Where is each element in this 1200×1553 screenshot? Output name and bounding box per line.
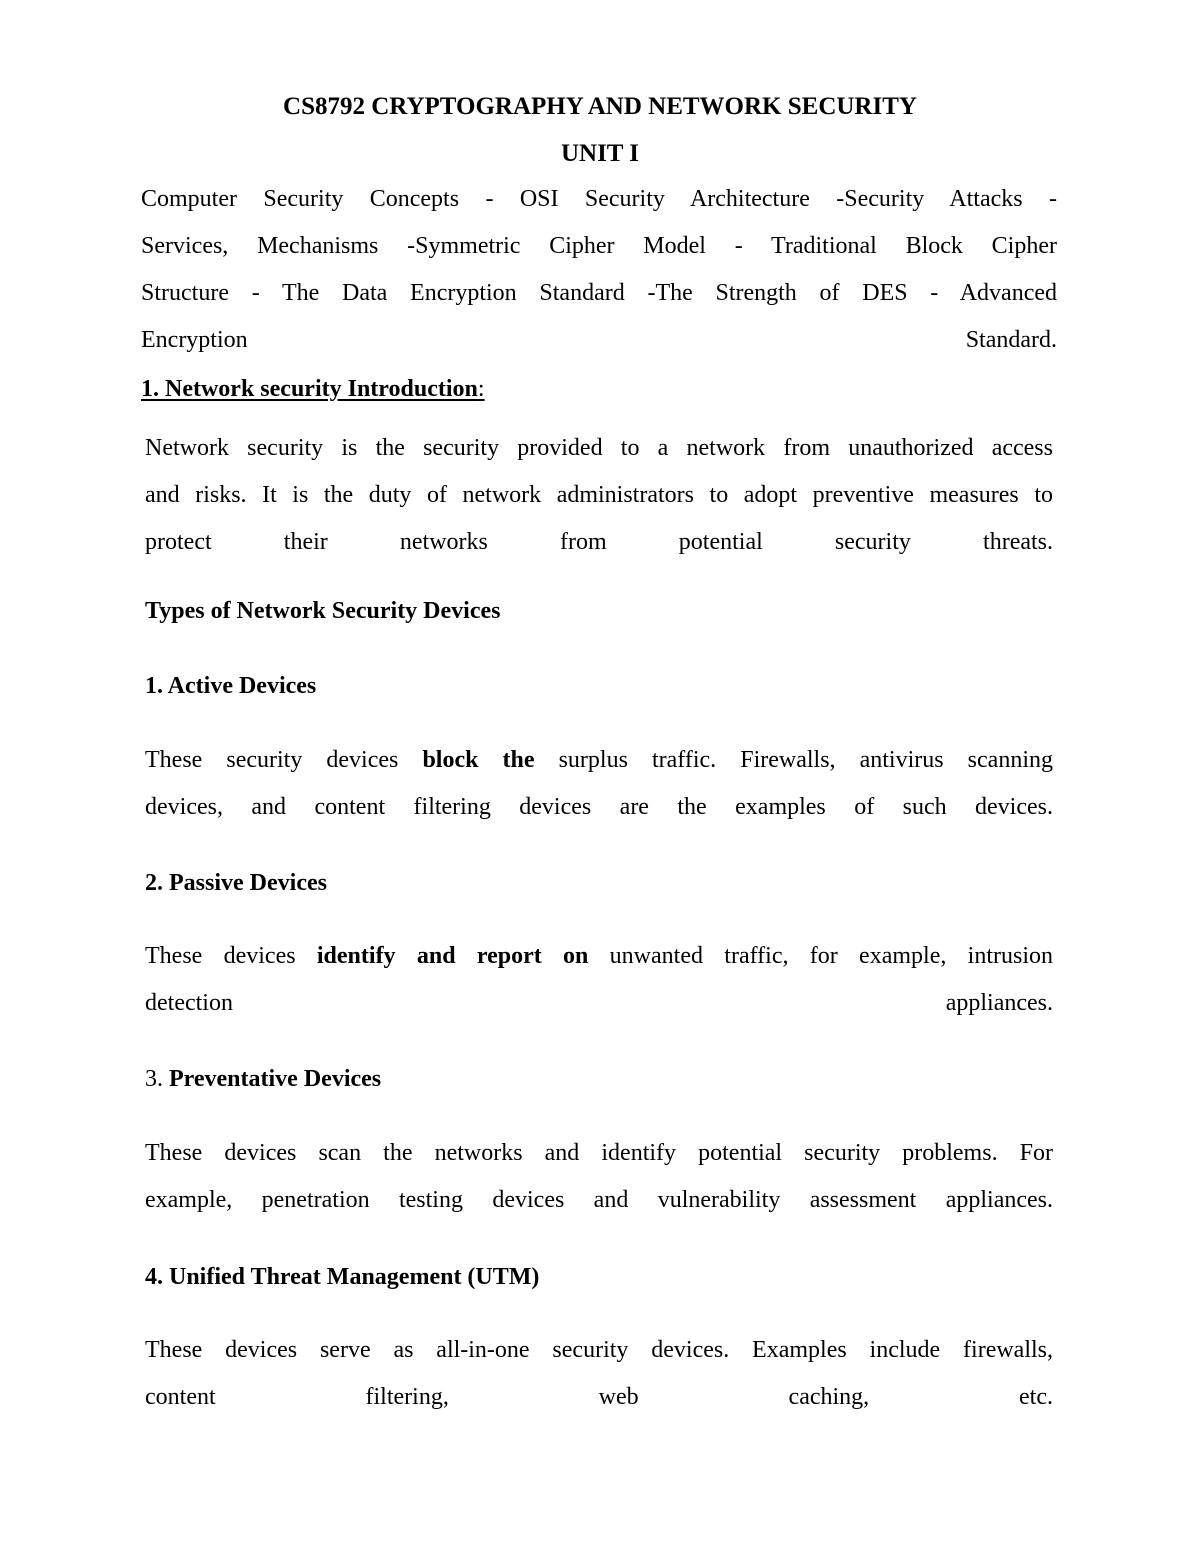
preventative-line: These devices scan the networks and identify potential security problems. For (145, 1140, 1053, 1166)
utm-paragraph (145, 1327, 1053, 1421)
passive-text-a: These devices (145, 943, 317, 969)
intro-line: Network security is the security provided to a network from unauthorized access (145, 435, 1053, 461)
types-heading: Types of Network Security Devices (145, 598, 501, 624)
intro-heading-text: 1. Network security Introduction (141, 376, 478, 402)
document-title: CS8792 CRYPTOGRAPHY AND NETWORK SECURITY (283, 93, 917, 120)
preventative-line: example, penetration testing devices and vulnerability assessment appliances. (145, 1187, 1053, 1213)
passive-line: detection appliances. (145, 990, 1053, 1016)
intro-line: and risks. It is the duty of network administrators to adopt preventive measures to (145, 482, 1053, 508)
passive-text-c: unwanted traffic, for example, intrusion (588, 943, 1053, 969)
active-text-bold: block the (422, 747, 535, 773)
intro-heading (141, 374, 485, 404)
intro-line: protect their networks from potential security threats. (145, 529, 1053, 555)
utm-line: These devices serve as all-in-one security devices. Examples include firewalls, (145, 1337, 1053, 1363)
syllabus-line: Services, Mechanisms -Symmetric Cipher Model - Traditional Block Cipher (141, 233, 1057, 259)
passive-devices-heading: 2. Passive Devices (145, 870, 327, 896)
syllabus-paragraph (141, 176, 1057, 364)
syllabus-line: Structure - The Data Encryption Standard -The Strength of DES - Advanced (141, 280, 1057, 306)
preventative-number: 3. (145, 1066, 169, 1092)
active-line: devices, and content filtering devices are the examples of such devices. (145, 794, 1053, 820)
unit-title: UNIT I (560, 140, 640, 167)
passive-text-bold: identify and report on (316, 943, 589, 969)
preventative-heading-text: Preventative Devices (169, 1066, 382, 1092)
active-line (145, 737, 1053, 784)
utm-line: content filtering, web caching, etc. (145, 1384, 1053, 1410)
intro-paragraph (145, 425, 1053, 566)
preventative-devices-heading (145, 1064, 381, 1094)
active-text-c: surplus traffic. Firewalls, antivirus scanning (534, 747, 1053, 773)
intro-heading-colon: : (477, 376, 485, 402)
active-devices-paragraph (145, 737, 1053, 831)
passive-devices-paragraph (145, 933, 1053, 1027)
syllabus-line: Encryption Standard. (141, 327, 1057, 353)
passive-line (145, 933, 1053, 980)
active-text-a: These security devices (145, 747, 423, 773)
syllabus-line: Computer Security Concepts - OSI Security Architecture -Security Attacks - (141, 186, 1057, 212)
active-devices-heading: 1. Active Devices (145, 673, 317, 699)
preventative-devices-paragraph (145, 1130, 1053, 1224)
utm-heading: 4. Unified Threat Management (UTM) (145, 1264, 540, 1290)
